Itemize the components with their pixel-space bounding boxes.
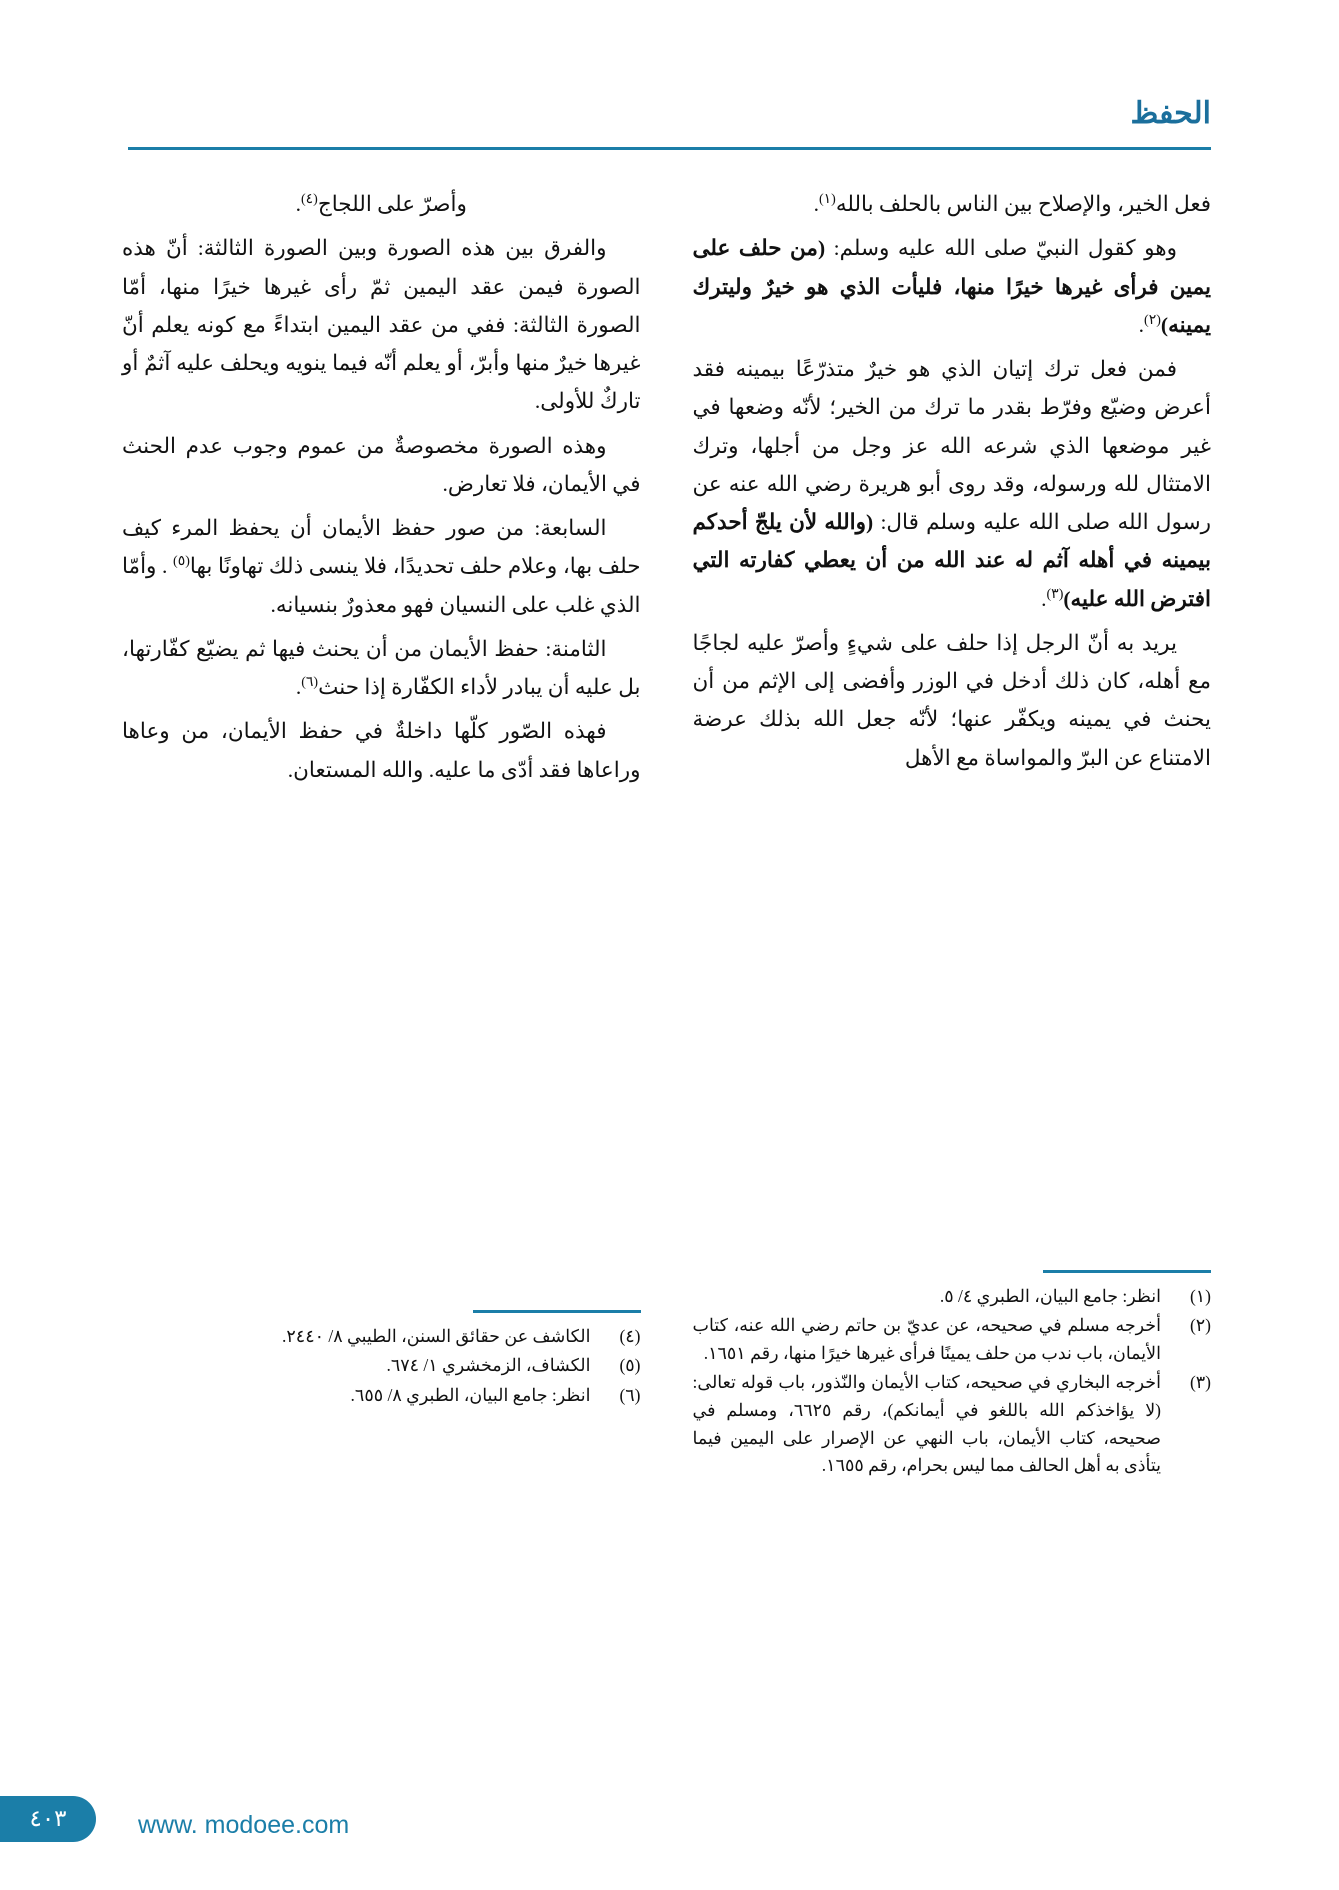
paragraph [122, 427, 641, 504]
paragraph [693, 185, 1212, 223]
footnote-number: (١) [1189, 1285, 1211, 1306]
footnote-text: الكاشف عن حقائق السنن، الطيبي ٨/ ٢٤٤٠. [282, 1325, 591, 1346]
paragraph [122, 185, 641, 223]
paragraph [122, 630, 641, 707]
paragraph-text: فمن فعل ترك إتيان الذي هو خيرٌ متذرّعًا بيمينه فقد أعرض وضيّع وفرّط بقدر ما ترك من الخير؛ لأنّه وضعها في غير موضعها الذي شرعه الله عز وجل من أجلها، وترك الامتثال لله ورسوله، وقد روى أبو هريرة رضي الله عنه عن رسول الله صلى الله عليه وسلم قال: [692, 357, 1212, 535]
footnote-marker: (٦) [301, 675, 319, 691]
header-divider [128, 147, 1211, 150]
paragraph-text: وهذه الصورة مخصوصةٌ من عموم وجوب عدم الحنث في الأيمان، فلا تعارض. [122, 433, 641, 496]
hadith-quote: (من حلف على يمين فرأى غيرها خيرًا منها، فليأت الذي هو خيرٌ وليترك يمينه) [692, 236, 1211, 337]
footnote-item [693, 1283, 1212, 1311]
site-url[interactable]: www. modoee.com [138, 1811, 350, 1839]
footnote-divider [473, 1310, 641, 1313]
paragraph-tail: . [1138, 312, 1145, 337]
footnote-divider [1043, 1270, 1211, 1273]
paragraph-tail: . [813, 192, 819, 216]
footnotes-left [122, 1310, 641, 1411]
paragraph-text: الثامنة: حفظ الأيمان من أن يحنث فيها ثم يضيّع كفّارتها، بل عليه أن يبادر لأداء الكفّارة إذا حنث [122, 636, 641, 700]
paragraph-text: فعل الخير، والإصلاح بين الناس بالحلف بالله [835, 192, 1211, 216]
footnote-item [693, 1312, 1212, 1367]
paragraph [122, 712, 641, 789]
footnote-marker: (١) [818, 191, 836, 207]
page-footer [0, 1778, 1339, 1890]
footnote-text: أخرجه البخاري في صحيحه، كتاب الأيمان والنّذور، باب قوله تعالى: (لا يؤاخذكم الله باللغو في أيمانكم)، رقم ٦٦٢٥، ومسلم في صحيحه، كتاب الأيمان، باب النهي عن الإصرار على اليمين فيما يتأذى به أهل الحالف مما ليس بحرام، رقم ١٦٥٥. [692, 1372, 1162, 1476]
footnote-marker: (٢) [1144, 312, 1161, 328]
footnote-number: (٢) [1189, 1315, 1211, 1336]
page-columns [122, 185, 1212, 1476]
paragraph-text: السابعة: من صور حفظ الأيمان أن يحفظ المرء كيف حلف بها، وعلام حلف تحديدًا، فلا ينسى ذلك تهاونًا بها [122, 516, 641, 579]
column-left [122, 185, 641, 1405]
page-title: الحفظ [1130, 97, 1211, 130]
paragraph [693, 229, 1212, 344]
paragraph-tail: . [295, 192, 301, 216]
paragraph [122, 229, 641, 420]
paragraph-text: والفرق بين هذه الصورة وبين الصورة الثالثة: أنّ هذه الصورة فيمن عقد اليمين ثمّ رأى غيرها خيرًا منها، أمّا الصورة الثالثة: ففي من عقد اليمين ابتداءً مع كونه يعلم أنّ غيرها خيرٌ منها وأبرّ، أو يعلم أنّه فيما ينويه ويحلف عليه آثمٌ أو تاركٌ للأولى. [122, 236, 641, 414]
paragraph [693, 350, 1212, 618]
footnote-text: انظر: جامع البيان، الطبري ٨/ ٦٥٥. [350, 1384, 591, 1405]
paragraph-text: فهذه الصّور كلّها داخلةٌ في حفظ الأيمان، من وعاها وراعاها فقد أدّى ما عليه. والله المستعان. [122, 719, 641, 782]
footnote-item [122, 1382, 641, 1410]
footnote-marker: (٤) [300, 191, 318, 207]
footnote-number: (٣) [1189, 1372, 1211, 1393]
paragraph-tail: . [295, 675, 302, 700]
footnote-text: انظر: جامع البيان، الطبري ٤/ ٥. [939, 1285, 1161, 1306]
footnote-marker: (٣) [1046, 586, 1064, 602]
paragraph-tail: . [1041, 586, 1047, 611]
footnote-number: (٦) [619, 1384, 641, 1405]
paragraph-tail: . وأمّا الذي غلب على النسيان فهو معذورٌ بنسيانه. [122, 554, 641, 617]
hadith-quote: (والله لأن يلجّ أحدكم بيمينه في أهله آثم له عند الله من أن يعطي كفارته التي افترض الله عليه) [692, 510, 1211, 611]
footnote-number: (٤) [619, 1325, 641, 1346]
paragraph [122, 509, 641, 624]
paragraph [693, 624, 1212, 777]
page-header [128, 96, 1211, 156]
footnote-marker: (٥) [173, 554, 190, 570]
footnote-text: أخرجه مسلم في صحيحه، عن عديّ بن حاتم رضي الله عنه، كتاب الأيمان، باب ندب من حلف يمينًا فرأى غيرها خيرًا منها، رقم ١٦٥١. [692, 1315, 1161, 1363]
footnote-item [693, 1369, 1212, 1480]
footnotes-right [693, 1270, 1212, 1482]
page-number: ٤٠٣ [0, 1796, 96, 1842]
paragraph-text: يريد به أنّ الرجل إذا حلف على شيءٍ وأصرّ عليه لجاجًا مع أهله، كان ذلك أدخل في الوزر وأفضى إلى الإثم من أن يحنث في يمينه ويكفّر عنها؛ لأنّه جعل الله بذلك عرضة الامتناع عن البرّ والمواساة مع الأهل [692, 630, 1211, 770]
footnote-item [122, 1352, 641, 1380]
footnote-text: الكشاف، الزمخشري ١/ ٦٧٤. [386, 1355, 591, 1376]
paragraph-text: وأصرّ على اللجاج [317, 192, 467, 216]
footnote-item [122, 1323, 641, 1351]
column-right [692, 185, 1212, 1476]
paragraph-text: وهو كقول النبيّ صلى الله عليه وسلم: [833, 236, 1178, 261]
footnote-number: (٥) [619, 1355, 641, 1376]
